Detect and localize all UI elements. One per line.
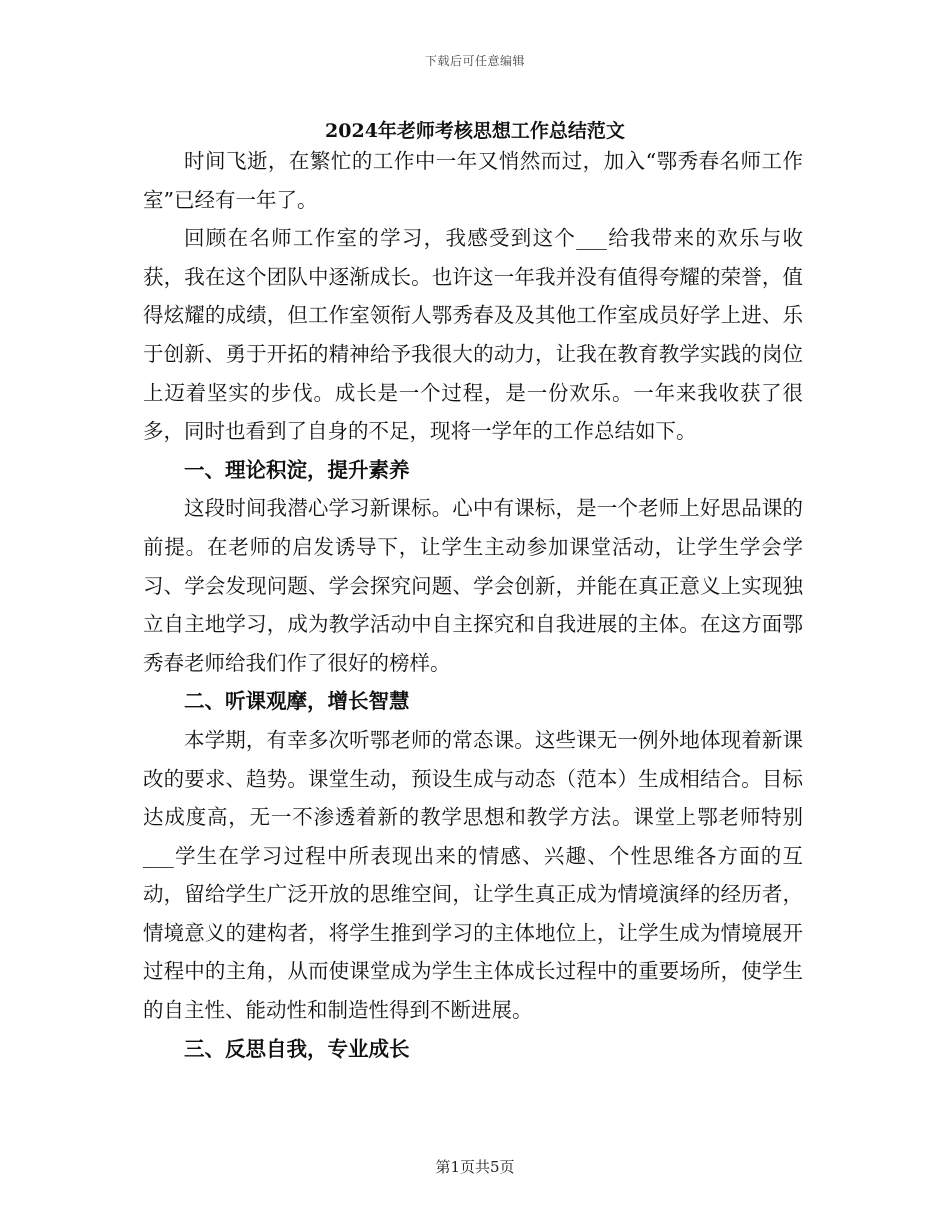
section-heading-3: 三、反思自我，专业成长 [184, 1036, 410, 1061]
section-paragraph-2: 本学期，有幸多次听鄂老师的常态课。这些课无一例外地体现着新课改的要求、趋势。课堂生动，预设生成与动态（范本）生成相结合。目标达成度高，无一不渗透着新的教学思想和教学方法。课堂上鄂老师特别___学生在学习过程中所表现出来的情感、兴趣、个性思维各方面的互动，留给学生广泛开放的思维空间，让学生真正成为情境演绎的经历者，情境意义的建构者，将学生推到学习的主体地位上，让学生成为情境展开过程中的主角，从而使课堂成为学生主体成长过程中的重要场所，使学生的自主性、能动性和制造性得到不断进展。 [143, 727, 803, 1023]
document-body [143, 142, 803, 1068]
intro-paragraph-2: 回顾在名师工作室的学习，我感受到这个___给我带来的欢乐与收获，我在这个团队中逐渐成长。也许这一年我并没有值得夸耀的荣誉，值得炫耀的成绩，但工作室领衔人鄂秀春及及其他工作室成员好学上进、乐于创新、勇于开拓的精神给予我很大的动力，让我在教育教学实践的岗位上迈着坚实的步伐。成长是一个过程，是一份欢乐。一年来我收获了很多，同时也看到了自身的不足，现将一学年的工作总结如下。 [143, 226, 803, 444]
page-number: 第1页共5页 [435, 1158, 515, 1176]
section-paragraph-1: 这段时间我潜心学习新课标。心中有课标，是一个老师上好思品课的前提。在老师的启发诱导下，让学生主动参加课堂活动，让学生学会学习、学会发现问题、学会探究问题、学会创新，并能在真正意义上实现独立自主地学习，成为教学活动中自主探究和自我进展的主体。在这方面鄂秀春老师给我们作了很好的榜样。 [143, 496, 803, 675]
intro-paragraph-1: 时间飞逝，在繁忙的工作中一年又悄然而过，加入“鄂秀春名师工作室”已经有一年了。 [143, 149, 803, 212]
page-header: 下载后可任意编辑 [424, 54, 525, 68]
document-title: 2024年老师考核思想工作总结范文 [325, 120, 625, 142]
section-heading-1: 一、理论积淀，提升素养 [184, 457, 410, 482]
section-heading-2: 二、听课观摩，增长智慧 [184, 689, 410, 714]
